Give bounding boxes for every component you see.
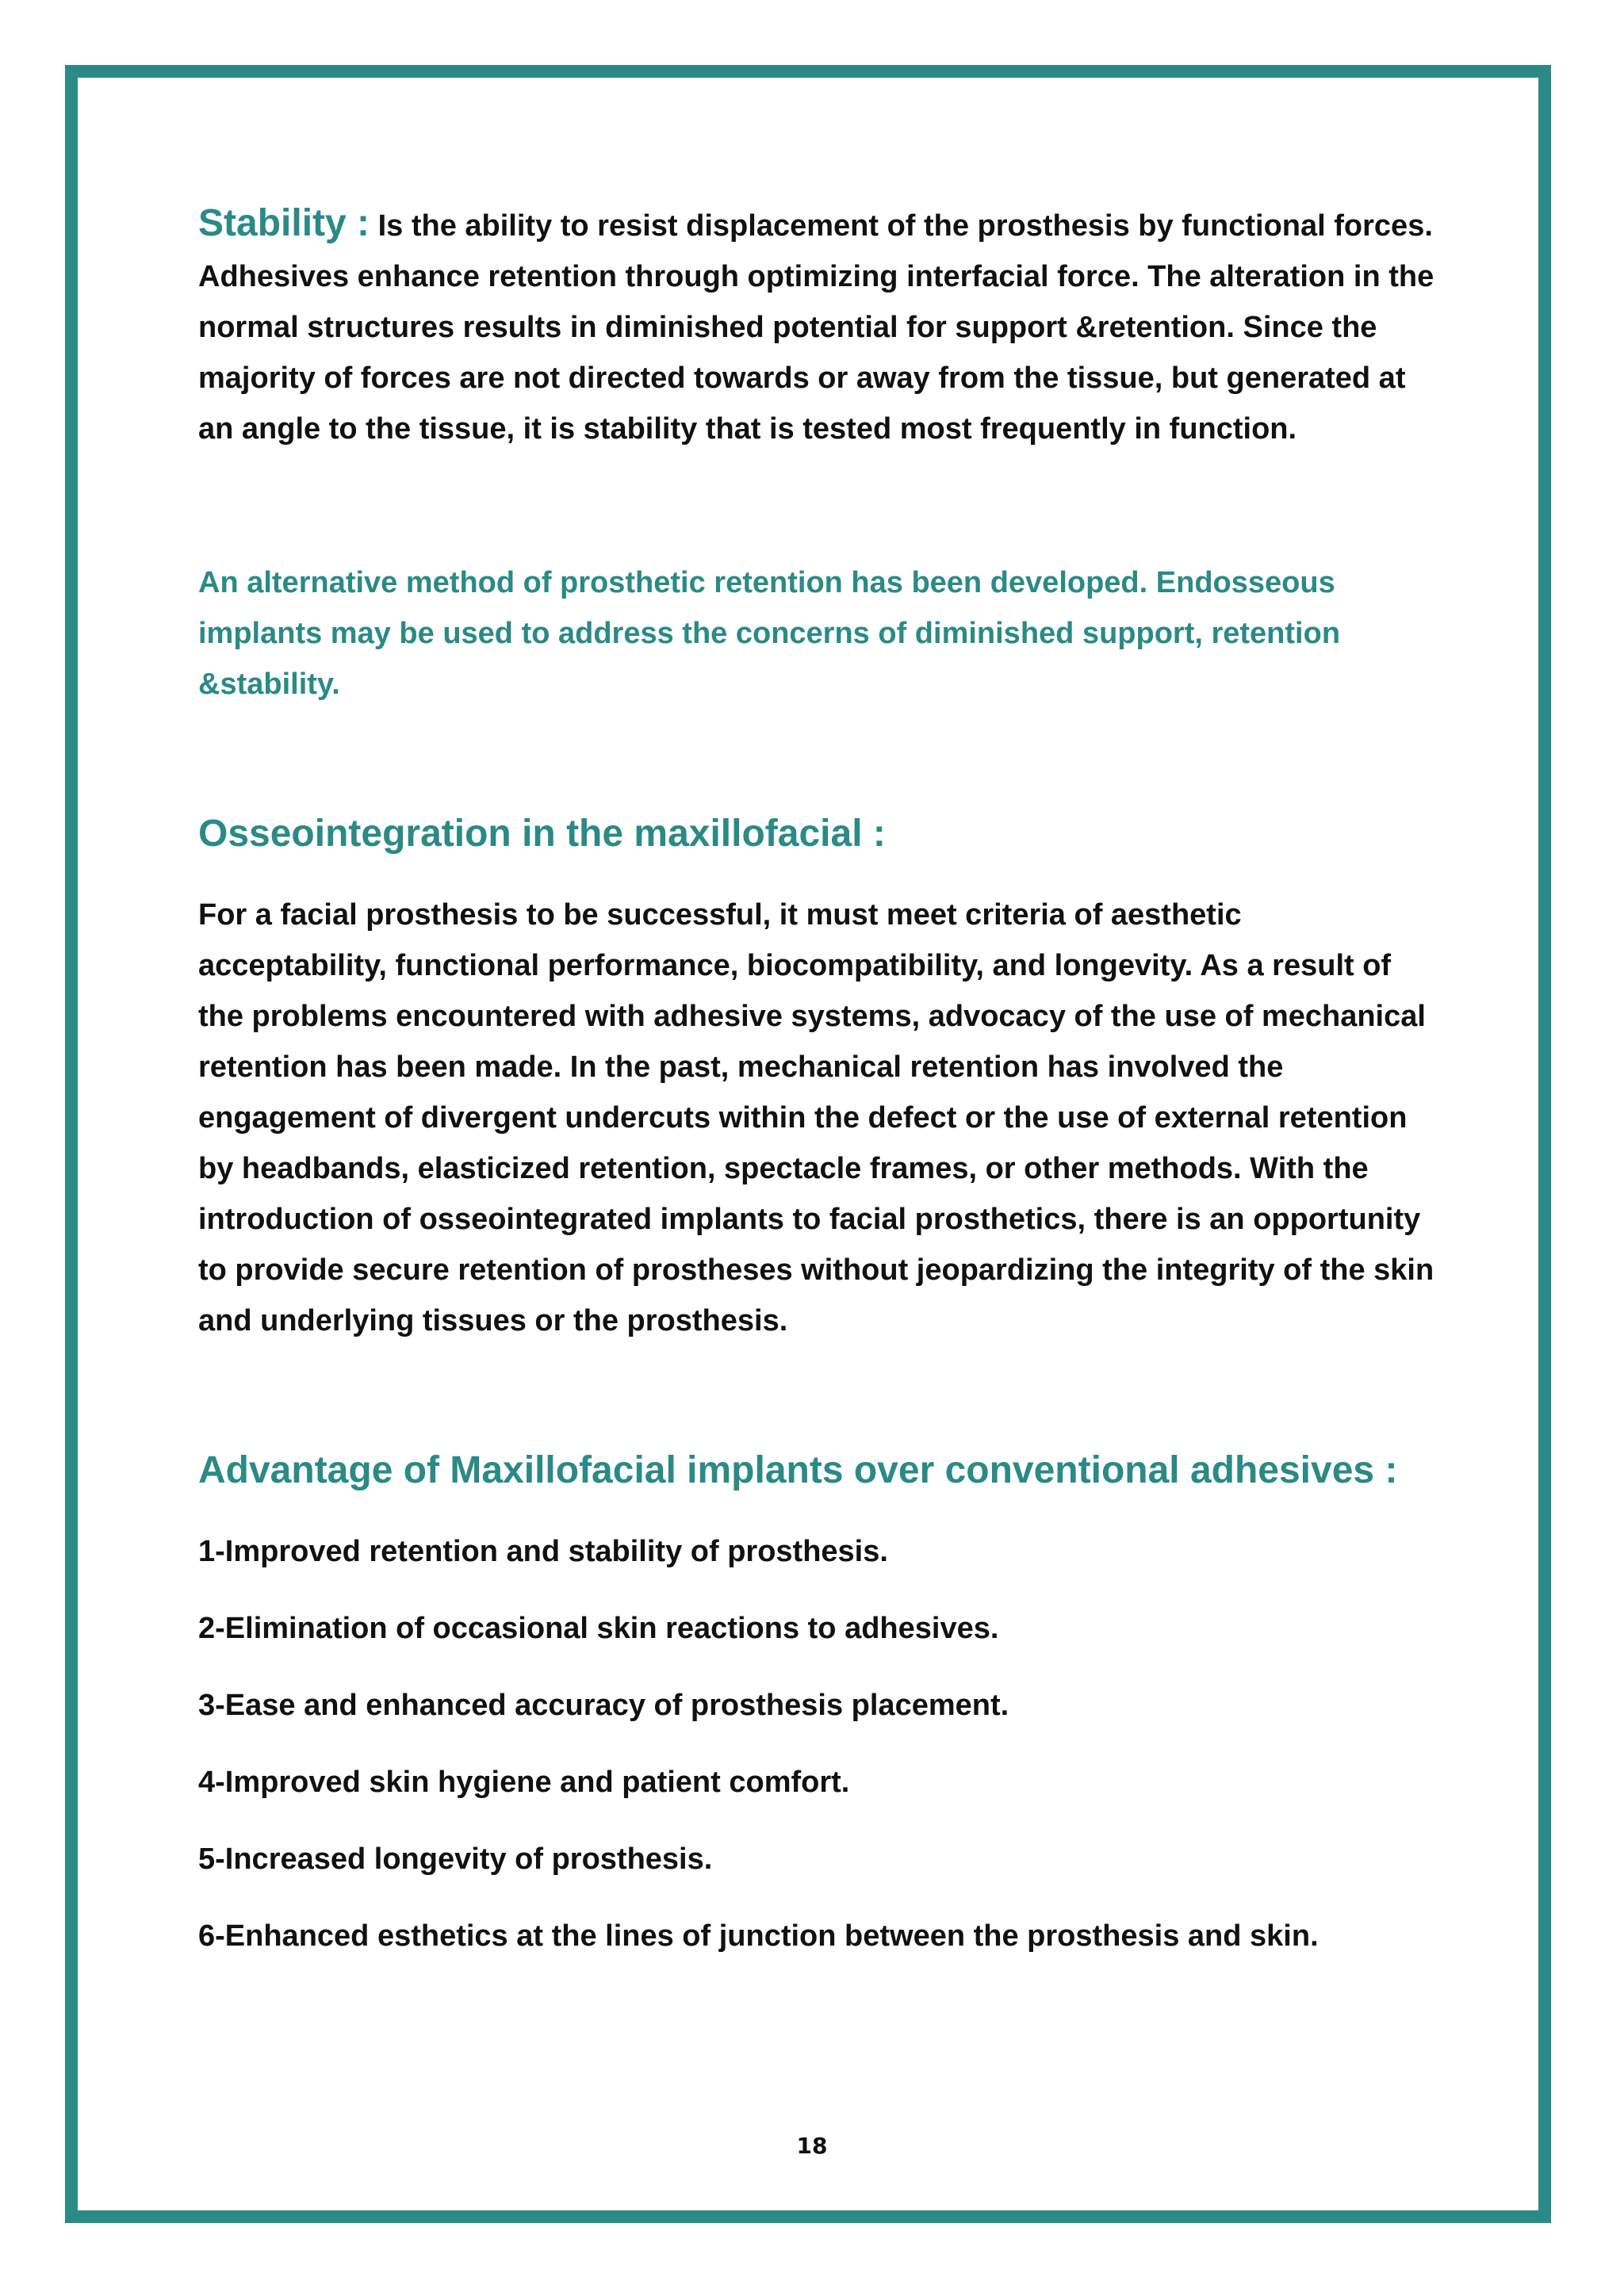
list-item: 4-Improved skin hygiene and patient comfort. — [198, 1766, 850, 1799]
list-item: 2-Elimination of occasional skin reactions to adhesives. — [198, 1612, 999, 1645]
list-item: 1-Improved retention and stability of prosthesis. — [198, 1535, 888, 1568]
stability-paragraph — [198, 198, 1435, 454]
page-number: 18 — [796, 2133, 828, 2159]
list-item: 3-Ease and enhanced accuracy of prosthesis placement. — [198, 1689, 1009, 1722]
stability-term: Stability : — [198, 202, 370, 244]
osseointegration-heading: Osseointegration in the maxillofacial : — [198, 813, 886, 855]
list-item: 5-Increased longevity of prosthesis. — [198, 1843, 713, 1876]
stability-text: Is the ability to resist displacement of the prosthesis by functional forces. Adhesives enhance retention through optimizing interfacial force. The alteration in the normal structures results in diminished potential for support &retention. Since the majority of forces are not directed towards or away from the tissue, but generated at an angle to the tissue, it is stability that is tested most frequently in function. — [198, 209, 1434, 446]
advantages-heading: Advantage of Maxillofacial implants over conventional adhesives : — [198, 1449, 1398, 1491]
page-content — [198, 198, 1435, 1988]
alternative-method-note: An alternative method of prosthetic retention has been developed. Endosseous implants may be used to address the concerns of diminished support, retention &stability. — [198, 566, 1341, 701]
osseointegration-paragraph: For a facial prosthesis to be successful, it must meet criteria of aesthetic acceptability, functional performance, biocompatibility, and longevity. As a result of the problems encountered with adhesive systems, advocacy of the use of mechanical retention has been made. In the past, mechanical retention has involved the engagement of divergent undercuts within the defect or the use of external retention by headbands, elasticized retention, spectacle frames, or other methods. With the introduction of osseointegrated implants to facial prosthetics, there is an opportunity to provide secure retention of prostheses without jeopardizing the integrity of the skin and underlying tissues or the prosthesis. — [198, 898, 1434, 1337]
list-item: 6-Enhanced esthetics at the lines of junction between the prosthesis and skin. — [198, 1919, 1319, 1953]
advantages-list — [198, 1526, 1435, 1961]
